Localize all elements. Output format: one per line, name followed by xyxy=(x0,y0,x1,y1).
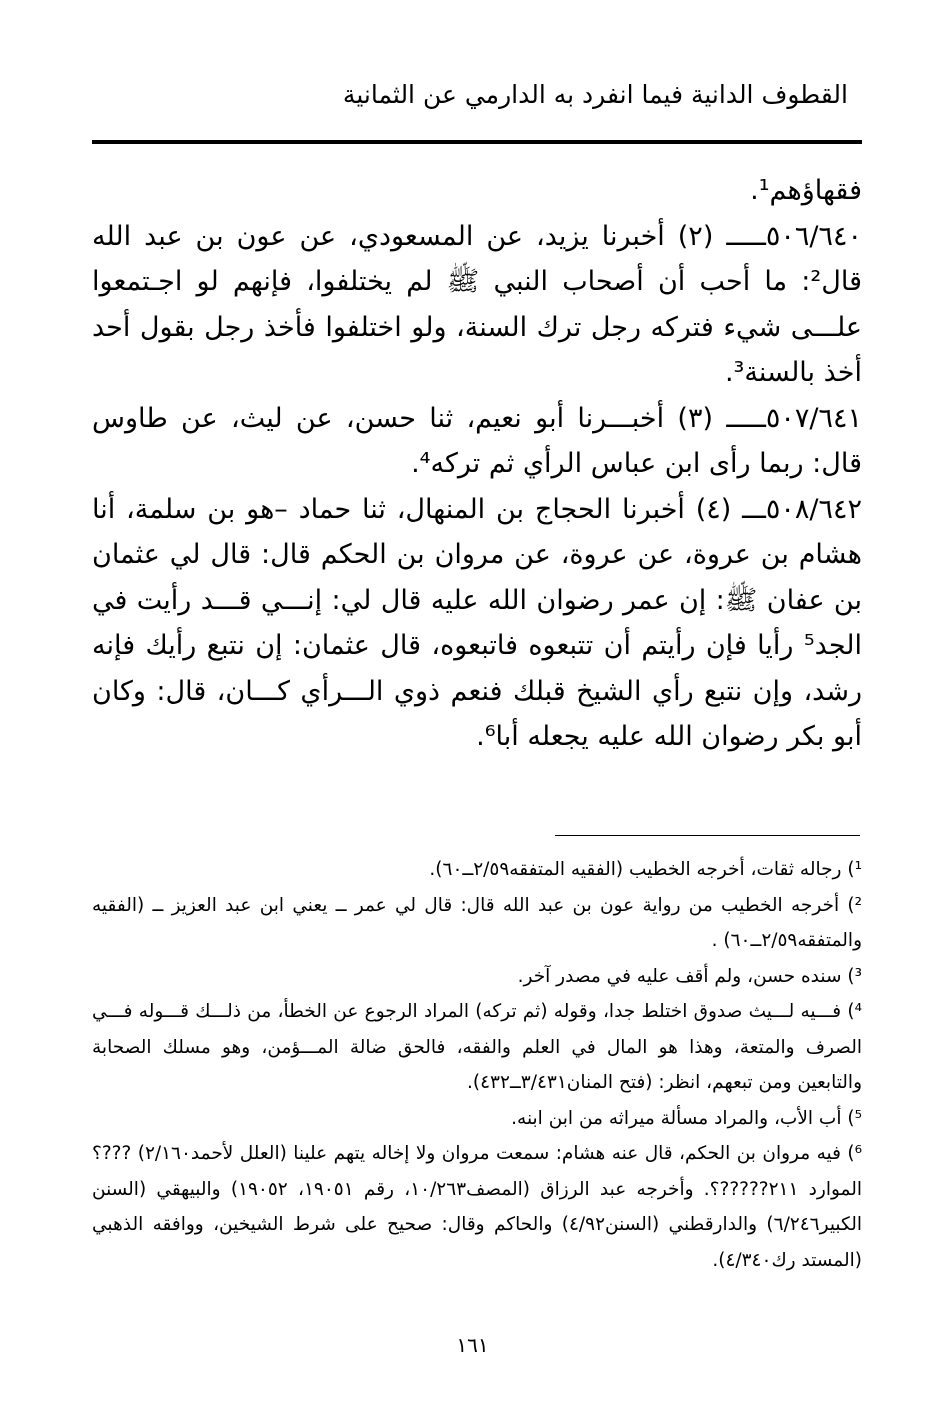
hadith-506: ٥٠٦/٦٤٠ـــــ (٢) أخبرنا يزيد، عن المسعودي، عن عون بن عبد الله قال²: ما أحب أن أصحاب النبي ﷺ لم يختلفوا، فإنهم لو اجـتمعوا علـــى شيء فتركه رجل ترك السنة، ولو اختلفوا فأخذ رجل بقول أحد أخذ بالسنة³. xyxy=(92,220,862,388)
body-paragraph: فقهاؤهم¹. xyxy=(750,175,862,206)
header-rule xyxy=(92,140,862,144)
hadith-507: ٥٠٧/٦٤١ـــــ (٣) أخبـــرنا أبو نعيم، ثنا حسن، عن ليث، عن طاوس قال: ربما رأى ابن عباس الرأي ثم تركه⁴. xyxy=(92,402,862,479)
footnote-6: ⁶) فيه مروان بن الحكم، قال عنه هشام: سمعت مروان ولا إخاله يتهم علينا (العلل لأحمد٢/١٦٠) ???؟ الموارد ٢١١?????؟. وأخرجه عبد الرزاق (المصف١٠/٢٦٣، رقم ١٩٠٥١، ١٩٠٥٢) والبيهقي (السنن الكبير٦/٢٤٦) والدارقطني (السنن٤/٩٢) والحاكم وقال: صحيح على شرط الشيخين، ووافقه الذهبي (المستد رك٤/٣٤٠). xyxy=(92,1143,863,1271)
footnote-4: ⁴) فـــيه لـــيث صدوق اختلط جدا، وقوله (ثم تركه) المراد الرجوع عن الخطأ، من ذلـــك قـــوله فـــي الصرف والمتعة، وهذا هو المال في العلم والفقه، فالحق ضالة المـــؤمن، وهو مسلك الصحابة والتابعين ومن تبعهم، انظر: (فتح المنان٣/٤٣١ــ٤٣٢). xyxy=(92,1001,862,1093)
footnotes xyxy=(92,852,862,1278)
hadith-508: ٥٠٨/٦٤٢ـــ (٤) أخبرنا الحجاج بن المنهال، ثنا حماد –هو بن سلمة، أنا هشام بن عروة، عن عروة، عن مروان بن الحكم قال: قال لي عثمان بن عفان ﷺ: إن عمر رضوان الله عليه قال لي: إنـــي قـــد رأيت في الجد⁵ رأيا فإن رأيتم أن تتبعوه فاتبعوه، قال عثمان: إن نتبع رأيك فإنه رشد، وإن نتبع رأي الشيخ قبلك فنعم ذوي الـــرأي كـــان، قال: وكان أبو بكر رضوان الله عليه يجعله أبا⁶. xyxy=(92,493,862,752)
footnote-1: ¹) رجاله ثقات، أخرجه الخطيب (الفقيه المتفقه٢/٥٩ــ٦٠). xyxy=(429,859,862,880)
main-text xyxy=(92,168,862,760)
page-number: ١٦١ xyxy=(456,1333,489,1357)
footnote-5: ⁵) أب الأب، والمراد مسألة ميراثه من ابن ابنه. xyxy=(511,1107,862,1129)
footnote-2: ²) أخرجه الخطيب من رواية عون بن عبد الله قال: قال لي عمر ــ يعني ابن عبد العزيز ــ (الفقيه والمتفقه٢/٥٩ــ٦٠) . xyxy=(92,894,862,951)
running-head-title: القطوف الدانية فيما انفرد به الدارمي عن الثمانية xyxy=(342,80,848,109)
footnote-separator xyxy=(555,835,860,836)
footnote-3: ³) سنده حسن، ولم أقف عليه في مصدر آخر. xyxy=(517,965,862,987)
